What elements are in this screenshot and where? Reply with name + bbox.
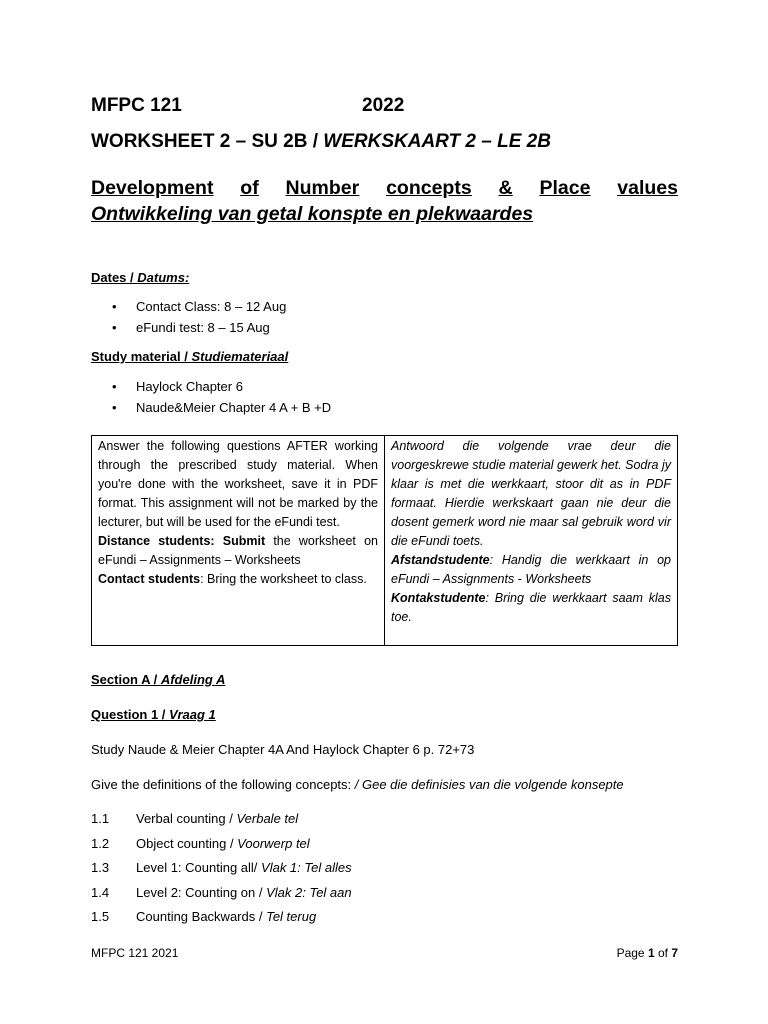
item-text-af: Vlak 1: Tel alles <box>261 860 352 875</box>
section-label-af: Afdeling A <box>160 672 226 687</box>
distance-text-af: : Handig die werkkaart in op eFundi – Assignments - Worksheets <box>391 553 671 586</box>
title-en <box>91 175 678 201</box>
question-label <box>91 707 216 722</box>
item-text-en: Object counting / <box>136 835 238 851</box>
page-of: of <box>654 946 672 960</box>
worksheet-heading-af: WERKSKAART 2 – LE 2B <box>323 131 551 152</box>
instructions-en <box>92 436 385 646</box>
item-number: 1.4 <box>91 884 110 900</box>
section-label-en: Section A <box>91 672 150 687</box>
title-word: Number <box>285 177 360 199</box>
list-item: • eFundi test: 8 – 15 Aug <box>91 317 286 338</box>
question-label-sep: / <box>158 707 170 722</box>
definitions-prompt-af: / Gee die definisies van die volgende konsepte <box>354 777 624 792</box>
item-text-af: Vlak 2: Tel aan <box>266 884 352 900</box>
study-material-label-af: Studiemateriaal <box>191 349 289 364</box>
study-material-list <box>91 376 331 418</box>
study-material-label-en: Study material <box>91 349 181 364</box>
list-item: • Naude&Meier Chapter 4 A + B +D <box>91 397 331 418</box>
title-word: & <box>498 177 513 199</box>
definitions-prompt-en: Give the definitions of the following concepts: <box>91 777 355 792</box>
contact-text-af: : Bring die werkkaart saam klas toe. <box>391 591 671 624</box>
section-label <box>91 672 225 687</box>
instructions-en-intro: Answer the following questions AFTER working through the prescribed study material. When you're done with the worksheet, save it in PDF format. This assignment will not be marked by the lecturer, but will be used for the eFundi test. <box>98 439 378 529</box>
distance-label-en: Distance students: Submit <box>98 534 266 548</box>
item-text-af: Verbale tel <box>236 811 299 826</box>
question-label-en: Question 1 <box>91 707 159 722</box>
course-code: MFPC 121 <box>91 95 182 116</box>
item-number: 1.1 <box>91 811 110 826</box>
study-note: Study Naude & Meier Chapter 4A And Haylock Chapter 6 p. 72+73 <box>91 742 475 757</box>
page-prefix: Page <box>616 946 648 960</box>
dates-label <box>91 270 189 285</box>
item-text-af: Voorwerp tel <box>237 835 310 851</box>
section-label-sep: / <box>150 672 161 687</box>
item-text-en: Verbal counting / <box>136 811 237 826</box>
page-current: 1 <box>647 946 655 960</box>
distance-label-af: Afstandstudente <box>391 553 490 567</box>
dates-label-sep: / <box>126 270 138 285</box>
item-text-en: Level 1: Counting all/ <box>136 860 262 875</box>
item-text-en: Counting Backwards / <box>136 909 267 924</box>
study-material-label <box>91 349 288 364</box>
contact-text-en: : Bring the worksheet to class. <box>200 572 367 586</box>
question-label-af: Vraag 1 <box>169 707 216 722</box>
dates-label-af: Datums: <box>137 270 190 285</box>
distance-text-en: the worksheet on eFundi – Assignments – Worksheets <box>98 534 378 567</box>
title-word: values <box>617 177 678 199</box>
title-word: concepts <box>386 177 472 199</box>
worksheet-heading <box>91 131 551 153</box>
list-item: • Haylock Chapter 6 <box>91 376 331 397</box>
page-number <box>617 946 678 960</box>
definitions-prompt <box>91 777 624 792</box>
study-material-label-sep: / <box>180 349 192 364</box>
title-word: Place <box>539 177 591 199</box>
title-af: Ontwikkeling van getal konspte en plekwaardes <box>91 203 534 225</box>
year: 2022 <box>362 95 405 116</box>
instructions-af-intro: Antwoord die volgende vrae deur die voorgeskrewe studie material gewerk het. Sodra jy klaar is met die werkkaart, stoor dit as in PDF formaat. Hierdie werkskaart gaan nie deur die dosent gemerk word nie maar sal gebruik word vir die eFundi toets. <box>391 439 671 548</box>
item-number: 1.2 <box>91 835 110 851</box>
item-text-en: Level 2: Counting on / <box>136 884 267 900</box>
document-title <box>91 175 678 227</box>
contact-label-en: Contact students <box>98 572 201 586</box>
title-word: Development <box>91 177 214 199</box>
item-text-af: Tel terug <box>266 909 317 924</box>
item-number: 1.3 <box>91 860 110 875</box>
list-item: • Contact Class: 8 – 12 Aug <box>91 296 286 317</box>
footer-course: MFPC 121 2021 <box>91 946 179 960</box>
worksheet-heading-en: WORKSHEET 2 – SU 2B / <box>91 131 324 152</box>
contact-label-af: Kontakstudente <box>391 591 486 605</box>
dates-list <box>91 296 286 338</box>
title-word: of <box>240 177 259 199</box>
instructions-af <box>385 436 678 646</box>
dates-label-en: Dates <box>91 270 127 285</box>
instructions-table <box>91 435 678 646</box>
item-number: 1.5 <box>91 909 110 924</box>
page-total: 7 <box>671 946 678 960</box>
